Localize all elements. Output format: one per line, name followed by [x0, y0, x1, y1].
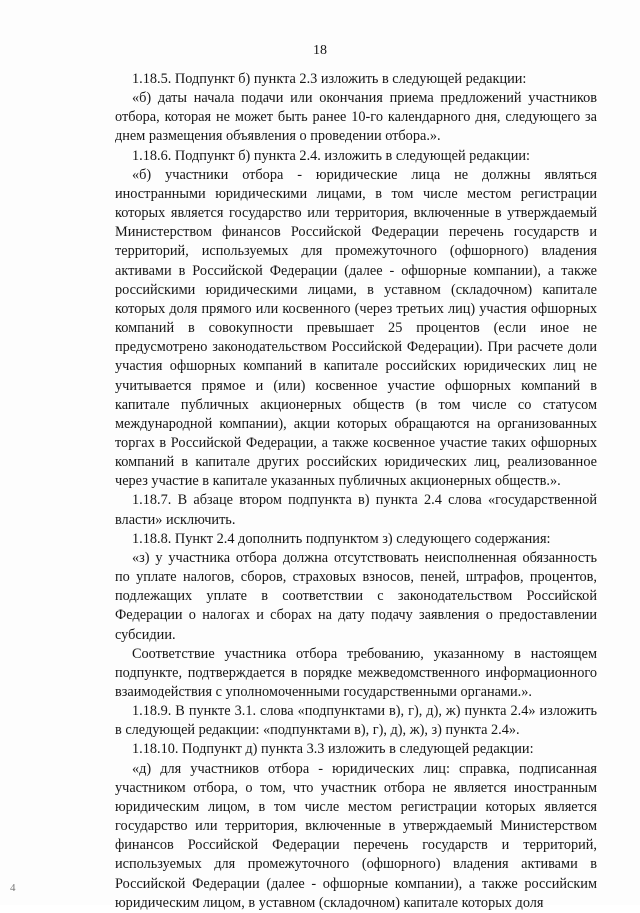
paragraph-subitem-b-dates: «б) даты начала подачи или окончания приема предложений участников отбора, которая не может быть ранее 10-го календарного дня, следующего за днем размещения объявления о проведении отбора.». [115, 90, 597, 145]
paragraph-subitem-z-obligation: «з) у участника отбора должна отсутствовать неисполненная обязанность по уплате налогов, сборов, страховых взносов, пеней, штрафов, процентов, подлежащих уплате в соответствии с законодательством Российской Федерации о налогах и сборах на дату подачу заявления о предоставлении субсидии. [115, 549, 597, 643]
paragraph-subitem-d-certificate: «д) для участников отбора - юридических лиц: справка, подписанная участником отбора, о том, что участник отбора не является иностранным юридическим лицом, в том числе местом регистрации которых является государство или территория, включенные в утверждаемый Министерством финансов Российской Федерации перечень государств и территорий, используемых для промежуточного (офшорного) владения активами в Российской Федерации (далее - офшорные компании), а также российским юридическим лицом, в уставном (складочном) капитале которых доля [115, 760, 597, 911]
paragraph-1-18-10: 1.18.10. Подпункт д) пункта 3.3 изложить в следующей редакции: [132, 741, 534, 758]
paragraph-1-18-8: 1.18.8. Пункт 2.4 дополнить подпунктом з) следующего содержания: [132, 530, 551, 547]
paragraph-1-18-9: 1.18.9. В пункте 3.1. слова «подпунктами в), г), д), ж) пункта 2.4» изложить в следующей редакции: «подпунктами в), г), д), ж), з) пункта 2.4». [115, 703, 597, 739]
paragraph-1-18-7: 1.18.7. В абзаце втором подпункта в) пункта 2.4 слова «государственной власти» исключить. [115, 492, 597, 528]
page-number: 18 [313, 43, 327, 58]
paragraph-compliance: Соответствие участника отбора требованию, указанному в настоящем подпункте, подтверждается в порядке межведомственного информационного взаимодействия с уполномоченными государственными органами.». [115, 645, 597, 700]
page-edge-mark: 4 [10, 882, 16, 894]
document-body [115, 70, 597, 913]
paragraph-1-18-5: 1.18.5. Подпункт б) пункта 2.3 изложить в следующей редакции: [132, 71, 527, 87]
paragraph-1-18-6: 1.18.6. Подпункт б) пункта 2.4. изложить в следующей редакции: [132, 147, 530, 164]
paragraph-subitem-b-participants: «б) участники отбора - юридические лица не должны являться иностранными юридическими лицами, в том числе местом регистрации которых является государство или территория, включенные в утверждаемый Министерством финансов Российской Федерации перечень государств и территорий, используемых для промежуточного (офшорного) владения активами в Российской Федерации (далее - офшорные компании), а также российскими юридическими лицами, в уставном (складочном) капитале которых доля прямого или косвенного (через третьих лиц) участия офшорных компаний в совокупности превышает 25 процентов (если иное не предусмотрено законодательством Российской Федерации). При расчете доли участия офшорных компаний в капитале российских юридических лиц не учитывается прямое и (или) косвенное участие офшорных компаний в капитале публичных акционерных обществ (в том числе со статусом международной компании), акции которых обращаются на организованных торгах в Российской Федерации, а также косвенное участие таких офшорных компаний в капитале других российских юридических лиц, реализованное через участие в капитале указанных публичных акционерных обществ.». [115, 166, 597, 490]
